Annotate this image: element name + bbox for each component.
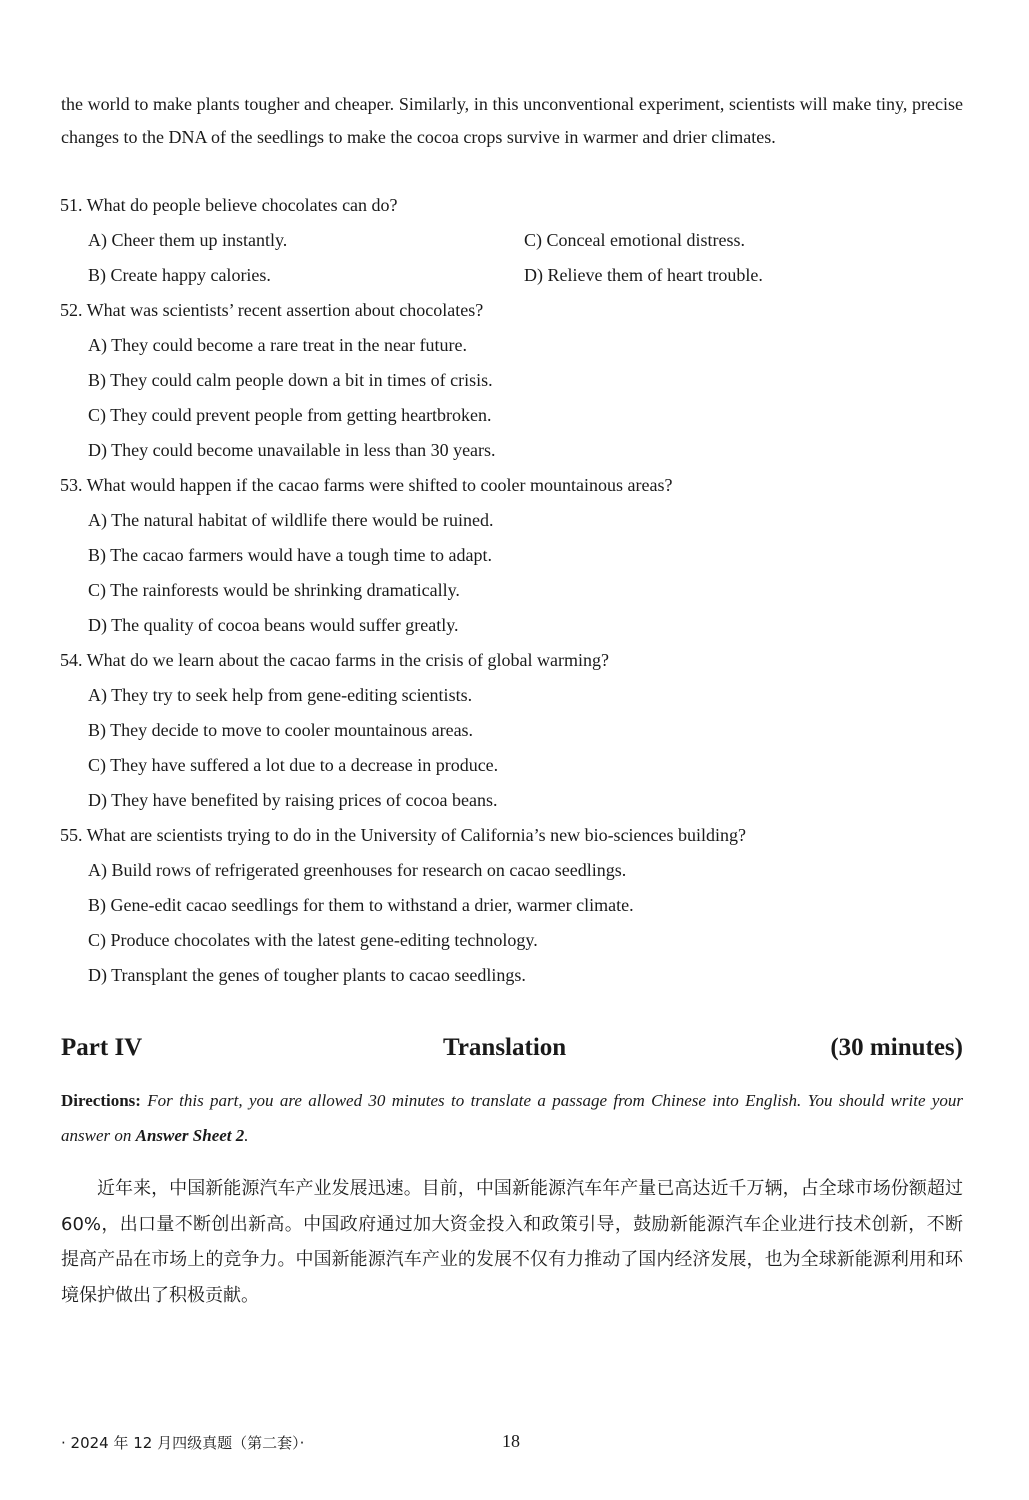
- q55-option-a: A) Build rows of refrigerated greenhouses for research on cacao seedlings.: [88, 860, 627, 880]
- q55-option-b: B) Gene-edit cacao seedlings for them to withstand a drier, warmer climate.: [88, 895, 634, 915]
- q53-option-d: D) The quality of cocoa beans would suffer greatly.: [88, 615, 459, 635]
- question-51: 51. What do people believe chocolates can do?: [60, 195, 398, 215]
- q53-option-a: A) The natural habitat of wildlife there would be ruined.: [88, 510, 494, 530]
- question-55: 55. What are scientists trying to do in the University of California’s new bio-sciences building?: [60, 825, 747, 845]
- q52-option-c: C) They could prevent people from getting heartbroken.: [88, 405, 492, 425]
- q54-option-d: D) They have benefited by raising prices of cocoa beans.: [88, 790, 498, 810]
- question-51-options-row-2: [60, 258, 960, 293]
- question-53: 53. What would happen if the cacao farms were shifted to cooler mountainous areas?: [60, 475, 673, 495]
- q52-option-a: A) They could become a rare treat in the near future.: [88, 335, 467, 355]
- q54-option-a: A) They try to seek help from gene-editing scientists.: [88, 685, 473, 705]
- questions-block: [60, 188, 960, 993]
- question-54: 54. What do we learn about the cacao farms in the crisis of global warming?: [60, 650, 609, 670]
- q51-option-b: B) Create happy calories.: [88, 265, 271, 285]
- chinese-passage: 近年来，中国新能源汽车产业发展迅速。目前，中国新能源汽车年产量已高达近千万辆，占全球市场份额超过 60%，出口量不断创出新高。中国政府通过加大资金投入和政策引导，鼓励新能源汽车企业进行技术创新，不断提高产品在市场上的竞争力。中国新能源汽车产业的发展不仅有力推动了国内经济发展，也为全球新能源利用和环境保护做出了积极贡献。: [61, 1178, 963, 1306]
- question-51-options-row-1: [60, 223, 960, 258]
- q54-option-b: B) They decide to move to cooler mountainous areas.: [88, 720, 474, 740]
- q55-option-c: C) Produce chocolates with the latest gene-editing technology.: [88, 930, 538, 950]
- q53-option-c: C) The rainforests would be shrinking dramatically.: [88, 580, 460, 600]
- part-title: Translation: [443, 1034, 567, 1061]
- q51-option-c: C) Conceal emotional distress.: [524, 230, 745, 250]
- q55-option-d: D) Transplant the genes of tougher plants to cacao seedlings.: [88, 965, 526, 985]
- footer-source: · 2024 年 12 月四级真题（第二套）·: [61, 1434, 305, 1452]
- part-label: Part IV: [61, 1034, 143, 1061]
- directions-end: .: [244, 1126, 249, 1145]
- q53-option-b: B) The cacao farmers would have a tough time to adapt.: [88, 545, 493, 565]
- answer-sheet-ref: Answer Sheet 2: [135, 1126, 245, 1145]
- directions-label: Directions:: [61, 1091, 141, 1110]
- q52-option-b: B) They could calm people down a bit in times of crisis.: [88, 370, 493, 390]
- part-header: [61, 1034, 963, 1068]
- q54-option-c: C) They have suffered a lot due to a decrease in produce.: [88, 755, 499, 775]
- directions: [61, 1083, 963, 1153]
- page-number: 18: [502, 1431, 520, 1451]
- passage-ending: the world to make plants tougher and cheaper. Similarly, in this unconventional experiment, scientists will make tiny, precise changes to the DNA of the seedlings to make the cocoa crops survive in warmer and drier climates.: [61, 94, 963, 147]
- q51-option-a: A) Cheer them up instantly.: [88, 230, 288, 250]
- q51-option-d: D) Relieve them of heart trouble.: [524, 265, 763, 285]
- q52-option-d: D) They could become unavailable in less than 30 years.: [88, 440, 496, 460]
- part-time: (30 minutes): [830, 1034, 963, 1061]
- question-52: 52. What was scientists’ recent assertion about chocolates?: [60, 300, 484, 320]
- directions-text: For this part, you are allowed 30 minutes to translate a passage from Chinese into English. You should write your answer on: [61, 1091, 963, 1145]
